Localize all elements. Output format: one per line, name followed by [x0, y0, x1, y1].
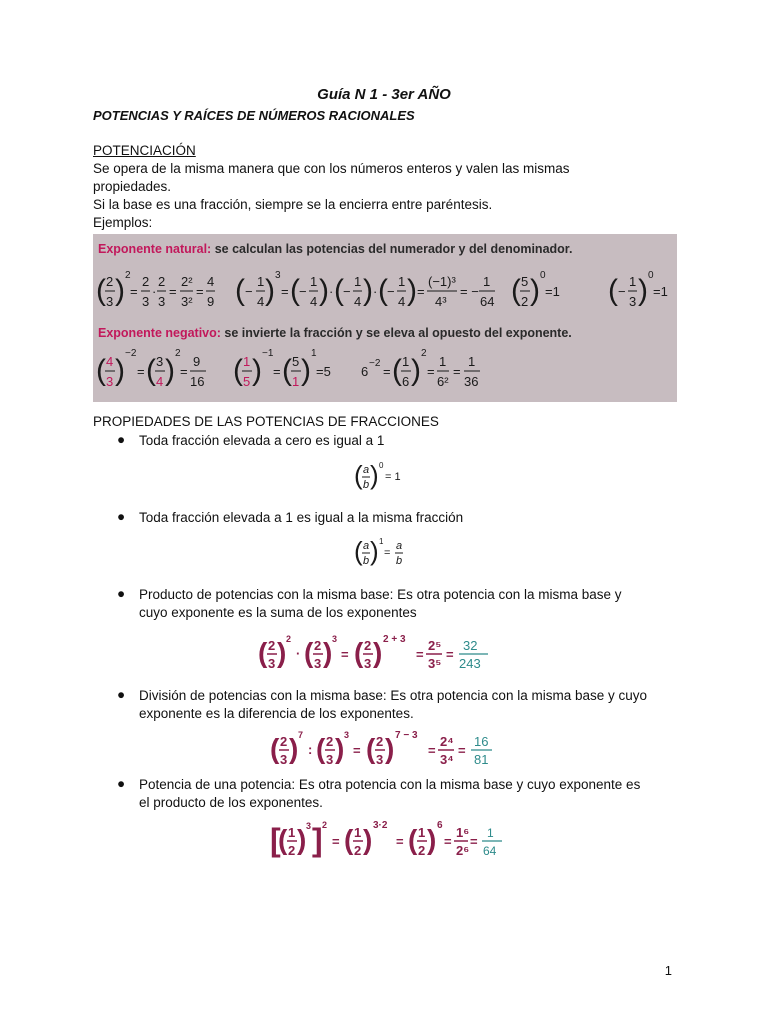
svg-text:3⁴: 3⁴	[440, 752, 454, 767]
svg-text:3: 3	[280, 752, 288, 767]
svg-text:4: 4	[398, 294, 406, 309]
property-4-text-line2: exponente es la diferencia de los exponentes.	[139, 706, 414, 721]
svg-text:]: ]	[312, 822, 323, 858]
svg-text:1: 1	[288, 825, 296, 840]
svg-text:−: −	[618, 284, 626, 299]
svg-text:(: (	[304, 637, 314, 668]
svg-text:=: =	[416, 647, 424, 662]
svg-text:2: 2	[286, 634, 292, 644]
svg-text:3: 3	[106, 294, 114, 309]
page-number: 1	[664, 963, 672, 978]
svg-text:2: 2	[268, 638, 276, 653]
svg-text:=: =	[281, 284, 289, 299]
intro-line-1: Se opera de la misma manera que con los números enteros y valen las mismas	[93, 161, 570, 176]
svg-text:2⁴: 2⁴	[440, 734, 454, 749]
properties-heading: PROPIEDADES DE LAS POTENCIAS DE FRACCIONES	[93, 414, 439, 429]
svg-text:=: =	[453, 364, 461, 379]
svg-text:2: 2	[280, 734, 288, 749]
intro-line-3: Si la base es una fracción, siempre se la encierra entre paréntesis.	[93, 197, 493, 212]
svg-text:3: 3	[158, 294, 166, 309]
svg-text:=5: =5	[316, 364, 331, 379]
svg-text:3²: 3²	[181, 294, 193, 309]
svg-text:=: =	[273, 364, 281, 379]
svg-text:=: =	[332, 834, 340, 849]
svg-text:): )	[335, 733, 345, 764]
svg-text:): )	[638, 274, 648, 307]
svg-text:4: 4	[156, 374, 164, 389]
svg-text:81: 81	[474, 752, 489, 767]
svg-text:5: 5	[243, 374, 251, 389]
svg-text:2: 2	[421, 348, 427, 359]
svg-text:0: 0	[540, 270, 546, 281]
svg-text:36: 36	[464, 374, 479, 389]
svg-text:(: (	[354, 460, 363, 490]
svg-text:(: (	[344, 824, 354, 855]
natural-exponent-text: se calculan las potencias del numerador y del denominador.	[211, 242, 573, 256]
svg-text:1: 1	[310, 274, 318, 289]
svg-text:16: 16	[190, 374, 205, 389]
svg-text:1: 1	[468, 354, 476, 369]
svg-text:(: (	[96, 354, 106, 387]
svg-text:−: −	[245, 284, 253, 299]
svg-text:−1: −1	[262, 348, 274, 359]
svg-text:(: (	[354, 637, 364, 668]
svg-text:=: =	[444, 834, 452, 849]
svg-text:·: ·	[373, 284, 378, 299]
svg-text:−: −	[343, 284, 351, 299]
svg-text:1: 1	[439, 354, 447, 369]
svg-text:=: =	[427, 364, 435, 379]
svg-text:(: (	[354, 536, 363, 566]
section-heading-potenciacion: POTENCIACIÓN	[93, 143, 196, 158]
svg-text:(: (	[146, 354, 156, 387]
svg-text:=: =	[428, 743, 436, 758]
svg-text:1: 1	[487, 826, 494, 840]
svg-text:3: 3	[629, 294, 637, 309]
svg-text:2: 2	[322, 820, 328, 830]
svg-text:3: 3	[106, 374, 114, 389]
svg-text:=: =	[383, 364, 391, 379]
svg-text:): )	[265, 274, 275, 307]
svg-text:(: (	[258, 637, 268, 668]
svg-text:3: 3	[156, 354, 164, 369]
svg-text:1: 1	[311, 348, 317, 359]
svg-text:3: 3	[314, 656, 322, 671]
property-2-text: Toda fracción elevada a 1 es igual a la misma fracción	[139, 510, 464, 525]
negative-exponent-text: se invierte la fracción y se eleva al opuesto del exponente.	[220, 326, 572, 340]
bullet-marker: ●	[117, 586, 126, 601]
svg-text:): )	[427, 824, 437, 855]
svg-text:2: 2	[158, 274, 166, 289]
svg-text:3: 3	[364, 656, 372, 671]
svg-text:−: −	[299, 284, 307, 299]
property-4-text-line1: División de potencias con la misma base: Es otra potencia con la misma base y cuyo	[139, 688, 647, 703]
svg-text:2²: 2²	[181, 274, 193, 289]
svg-text:9: 9	[207, 294, 215, 309]
svg-text:3: 3	[142, 294, 150, 309]
svg-text:2: 2	[376, 734, 384, 749]
svg-text:=: =	[470, 834, 478, 849]
svg-text:3·2: 3·2	[373, 820, 388, 831]
svg-text:(: (	[235, 274, 245, 307]
svg-text:(: (	[282, 354, 292, 387]
svg-text:=: =	[353, 743, 361, 758]
svg-text:1: 1	[483, 274, 491, 289]
property-1-text: Toda fracción elevada a cero es igual a 1	[139, 433, 385, 448]
page-title: Guía N 1 - 3er AÑO	[317, 86, 451, 103]
svg-text:=1: =1	[545, 284, 560, 299]
svg-text:2: 2	[175, 348, 181, 359]
svg-text:243: 243	[459, 656, 481, 671]
svg-text:3: 3	[326, 752, 334, 767]
svg-text:9: 9	[193, 354, 201, 369]
svg-text:(: (	[278, 824, 288, 855]
svg-text:16: 16	[474, 734, 489, 749]
svg-text:=: =	[458, 743, 466, 758]
svg-text:b: b	[396, 555, 403, 567]
svg-text:6: 6	[437, 820, 443, 831]
svg-text:(: (	[408, 824, 418, 855]
svg-text::: :	[308, 742, 313, 757]
svg-text:·: ·	[329, 284, 334, 299]
svg-text:): )	[115, 274, 125, 307]
svg-text:): )	[363, 824, 373, 855]
svg-text:(: (	[511, 274, 521, 307]
svg-text:1: 1	[402, 354, 410, 369]
intro-line-2: propiedades.	[93, 179, 172, 194]
svg-text:): )	[370, 460, 379, 490]
svg-text:3: 3	[268, 656, 276, 671]
svg-text:= 1: = 1	[385, 471, 401, 483]
bullet-marker: ●	[117, 687, 126, 702]
svg-text:0: 0	[648, 270, 654, 281]
negative-exponent-label: Exponente negativo:	[98, 326, 221, 340]
svg-text:a: a	[396, 540, 403, 552]
svg-text:b: b	[363, 555, 370, 567]
svg-text:1: 1	[243, 354, 251, 369]
svg-text:64: 64	[483, 844, 497, 858]
svg-text:): )	[319, 274, 329, 307]
svg-text:3: 3	[275, 270, 281, 281]
svg-text:2: 2	[142, 274, 150, 289]
svg-text:a: a	[363, 540, 370, 552]
svg-text:): )	[385, 733, 395, 764]
svg-text:7 − 3: 7 − 3	[395, 730, 418, 741]
svg-text:=: =	[446, 647, 454, 662]
property-3-text-line1: Producto de potencias con la misma base: Es otra potencia con la misma base y	[139, 587, 622, 602]
svg-text:·: ·	[296, 646, 301, 661]
property-5-text-line2: el producto de los exponentes.	[139, 795, 323, 810]
svg-text:b: b	[363, 479, 370, 491]
property-1-formula	[352, 458, 412, 494]
svg-text:4³: 4³	[435, 294, 447, 309]
svg-text:2: 2	[364, 638, 372, 653]
natural-exponent-label: Exponente natural:	[98, 242, 212, 256]
svg-text:4: 4	[207, 274, 215, 289]
negative-exponent-examples	[93, 340, 677, 400]
svg-text:2: 2	[288, 843, 296, 858]
svg-text:2⁶: 2⁶	[456, 843, 470, 858]
svg-text:5: 5	[521, 274, 529, 289]
svg-text:[: [	[270, 822, 281, 858]
svg-text:1: 1	[398, 274, 406, 289]
svg-text:(−1)³: (−1)³	[428, 274, 456, 289]
svg-text:2: 2	[106, 274, 114, 289]
svg-text:): )	[252, 354, 262, 387]
svg-text:2: 2	[354, 843, 362, 858]
svg-text:=: =	[137, 364, 145, 379]
svg-text:1: 1	[354, 825, 362, 840]
property-5-formula	[268, 818, 492, 862]
property-2-formula	[352, 534, 412, 570]
svg-text:1: 1	[418, 825, 426, 840]
property-3-text-line2: cuyo exponente es la suma de los exponentes	[139, 605, 417, 620]
svg-text:=: =	[169, 284, 177, 299]
svg-text:−2: −2	[125, 348, 137, 359]
svg-text:·: ·	[152, 284, 157, 299]
svg-text:64: 64	[480, 294, 495, 309]
svg-text:(: (	[96, 274, 106, 307]
svg-text:): )	[373, 637, 383, 668]
svg-text:=: =	[341, 647, 349, 662]
svg-text:0: 0	[379, 461, 384, 470]
svg-text:): )	[289, 733, 299, 764]
svg-text:6: 6	[361, 364, 369, 379]
svg-text:32: 32	[463, 638, 478, 653]
svg-text:): )	[370, 536, 379, 566]
svg-text:4: 4	[310, 294, 318, 309]
svg-text:(: (	[608, 274, 618, 307]
svg-text:): )	[297, 824, 307, 855]
property-5-text-line1: Potencia de una potencia: Es otra potencia con la misma base y cuyo exponente es	[139, 777, 641, 792]
svg-text:): )	[407, 274, 417, 307]
svg-text:=: =	[180, 364, 188, 379]
svg-text:=: =	[384, 547, 391, 559]
svg-text:(: (	[334, 274, 344, 307]
svg-text:−: −	[387, 284, 395, 299]
svg-text:): )	[277, 637, 287, 668]
svg-text:= −: = −	[460, 284, 479, 299]
bullet-marker: ●	[117, 509, 126, 524]
svg-text:=1: =1	[653, 284, 668, 299]
svg-text:): )	[301, 354, 311, 387]
svg-text:(: (	[378, 274, 388, 307]
svg-text:=: =	[196, 284, 204, 299]
property-4-formula	[268, 728, 504, 770]
svg-text:6: 6	[402, 374, 410, 389]
svg-text:1: 1	[354, 274, 362, 289]
svg-text:5: 5	[292, 354, 300, 369]
svg-text:3⁵: 3⁵	[428, 656, 442, 671]
svg-text:7: 7	[298, 730, 304, 740]
negative-exponent-caption	[98, 326, 572, 340]
property-5-result	[480, 818, 504, 862]
svg-text:4: 4	[354, 294, 362, 309]
examples-image	[93, 234, 677, 402]
svg-text:2: 2	[314, 638, 322, 653]
svg-text:(: (	[233, 354, 243, 387]
svg-text:4: 4	[257, 294, 265, 309]
svg-text:3: 3	[376, 752, 384, 767]
svg-text:3: 3	[306, 821, 312, 831]
svg-text:1: 1	[629, 274, 637, 289]
svg-text:a: a	[363, 464, 370, 476]
svg-text:): )	[165, 354, 175, 387]
natural-exponent-caption	[98, 242, 572, 256]
intro-line-4: Ejemplos:	[93, 215, 153, 230]
natural-exponent-examples	[93, 258, 677, 328]
svg-text:1: 1	[292, 374, 300, 389]
svg-text:(: (	[366, 733, 376, 764]
svg-text:(: (	[290, 274, 300, 307]
svg-text:2: 2	[326, 734, 334, 749]
svg-text:): )	[530, 274, 540, 307]
svg-text:2 + 3: 2 + 3	[383, 634, 406, 645]
svg-text:2: 2	[418, 843, 426, 858]
svg-text:−2: −2	[369, 358, 381, 369]
svg-text:(: (	[392, 354, 402, 387]
property-3-formula	[256, 632, 496, 674]
svg-text:(: (	[270, 733, 280, 764]
svg-text:): )	[323, 637, 333, 668]
svg-text:): )	[363, 274, 373, 307]
svg-text:3: 3	[344, 730, 350, 740]
page-subtitle: POTENCIAS Y RAÍCES DE NÚMEROS RACIONALES	[93, 108, 415, 123]
bullet-marker: ●	[117, 432, 126, 447]
svg-text:1: 1	[379, 537, 384, 546]
svg-text:4: 4	[106, 354, 114, 369]
svg-text:2: 2	[521, 294, 529, 309]
svg-text:3: 3	[332, 634, 338, 644]
svg-text:2: 2	[125, 270, 131, 281]
svg-text:): )	[411, 354, 421, 387]
svg-text:6²: 6²	[437, 374, 449, 389]
svg-text:=: =	[130, 284, 138, 299]
svg-text:1⁶: 1⁶	[456, 825, 470, 840]
svg-text:(: (	[316, 733, 326, 764]
svg-text:1: 1	[257, 274, 265, 289]
svg-text:=: =	[396, 834, 404, 849]
svg-text:): )	[115, 354, 125, 387]
svg-text:=: =	[417, 284, 425, 299]
bullet-marker: ●	[117, 776, 126, 791]
svg-text:2⁵: 2⁵	[428, 638, 442, 653]
